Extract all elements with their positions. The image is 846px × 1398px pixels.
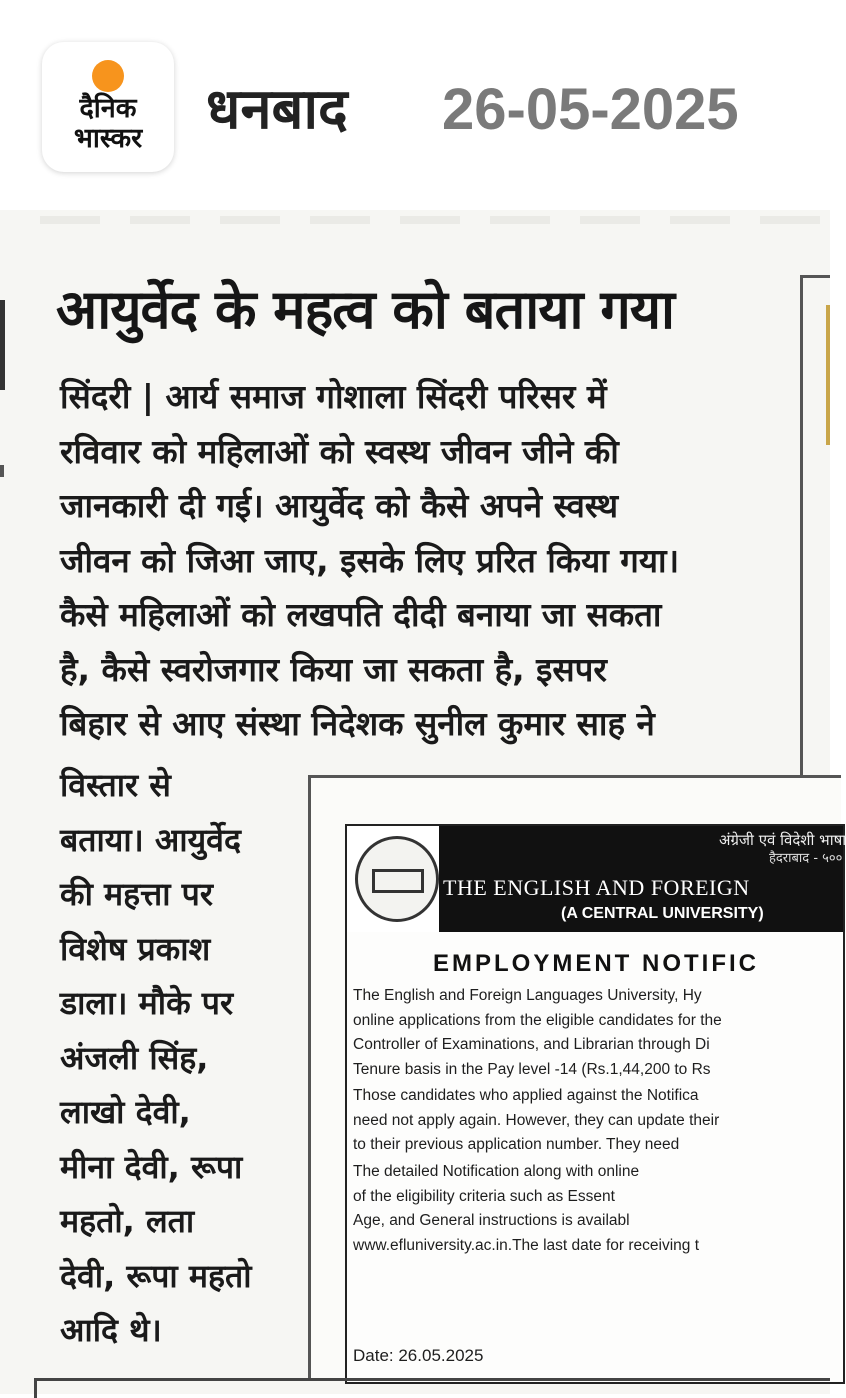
narrow-line: देवी, रूपा महतो bbox=[60, 1256, 252, 1295]
bottom-rule bbox=[34, 1378, 830, 1381]
ad-paragraph-3 bbox=[353, 1160, 833, 1258]
narrow-line: अंजली सिंह, bbox=[60, 1038, 209, 1077]
column-rule bbox=[0, 300, 5, 390]
edition-date: 26-05-2025 bbox=[442, 77, 739, 142]
narrow-line: विस्तार से bbox=[60, 766, 171, 804]
adjacent-frame-rule bbox=[800, 275, 803, 775]
ad-date: Date: 26.05.2025 bbox=[353, 1346, 484, 1365]
narrow-line: विशेष प्रकाश bbox=[60, 929, 211, 968]
dainik-bhaskar-logo[interactable] bbox=[42, 42, 174, 172]
narrow-line: की महत्ता पर bbox=[60, 875, 213, 913]
hindi-city: हैदराबाद - ५०० bbox=[769, 851, 843, 866]
body-line: जीवन को जिआ जाए, इसके लिए प्ररित किया गया। bbox=[60, 540, 680, 580]
ad-link-line[interactable]: www.efluniversity.ac.in.The last date for receiving t bbox=[353, 1236, 700, 1254]
logo-text-line2: भास्कर bbox=[73, 123, 143, 154]
narrow-line: मीना देवी, रूपा bbox=[60, 1147, 243, 1186]
column-rule-tick bbox=[0, 465, 4, 477]
ad-banner bbox=[347, 826, 846, 932]
body-line: सिंदरी | आर्य समाज गोशाला सिंदरी परिसर में bbox=[60, 377, 607, 416]
emblem-monogram bbox=[372, 869, 424, 893]
university-emblem-icon bbox=[355, 836, 439, 922]
university-subtitle: (A CENTRAL UNIVERSITY) bbox=[561, 905, 764, 922]
university-name: THE ENGLISH AND FOREIGN bbox=[443, 875, 750, 900]
ad-line: Those candidates who applied against the Notifica bbox=[353, 1087, 699, 1104]
hindi-university-name: अंग्रेजी एवं विदेशी भाषा bbox=[719, 831, 846, 849]
body-line: जानकारी दी गई। आयुर्वेद को कैसे अपने स्वस्थ bbox=[60, 486, 619, 525]
ad-line: need not apply again. However, they can update their bbox=[353, 1111, 720, 1129]
narrow-line: लाखो देवी, bbox=[60, 1093, 191, 1131]
narrow-line: बताया। आयुर्वेद bbox=[60, 820, 241, 859]
logo-text-line1: दैनिक bbox=[79, 93, 137, 124]
article-body-narrow bbox=[60, 758, 292, 1358]
body-line: है, कैसे स्वरोजगार किया जा सकता है, इसपर bbox=[60, 649, 607, 689]
ad-banner-dark bbox=[439, 826, 846, 932]
ad-line: The detailed Notification along with online bbox=[353, 1163, 640, 1180]
sun-dot-icon bbox=[92, 60, 124, 92]
ad-line: of the eligibility criteria such as Essent bbox=[353, 1187, 615, 1205]
narrow-line: आदि थे। bbox=[60, 1311, 162, 1349]
app-header bbox=[0, 0, 830, 210]
article-headline: आयुर्वेद के महत्व को बताया गया bbox=[56, 278, 675, 341]
ad-line: online applications from the eligible candidates for the bbox=[353, 1011, 722, 1029]
ad-paragraph-2 bbox=[353, 1084, 833, 1158]
employment-advertisement bbox=[345, 824, 845, 1384]
body-line: रविवार को महिलाओं को स्वस्थ जीवन जीने की bbox=[60, 431, 619, 471]
narrow-line: महतो, लता bbox=[60, 1202, 195, 1240]
ad-line: The English and Foreign Languages University, Hy bbox=[353, 987, 702, 1004]
body-line: बिहार से आए संस्था निदेशक सुनील कुमार साह ने bbox=[60, 704, 655, 743]
ad-line: to their previous application number. They need bbox=[353, 1136, 680, 1153]
ad-paragraph-1 bbox=[353, 984, 833, 1082]
edition-city: धनबाद bbox=[206, 77, 348, 142]
ad-line: Age, and General instructions is availabl bbox=[353, 1212, 630, 1229]
ad-line: Tenure basis in the Pay level -14 (Rs.1,44,200 to Rs bbox=[353, 1060, 711, 1078]
ad-title: EMPLOYMENT NOTIFIC bbox=[433, 950, 759, 977]
body-line: कैसे महिलाओं को लखपति दीदी बनाया जा सकता bbox=[60, 595, 662, 634]
faint-bleed-text bbox=[40, 216, 820, 224]
advertisement-frame bbox=[308, 775, 846, 1378]
ad-line: Controller of Examinations, and Librarian through Di bbox=[353, 1036, 710, 1053]
adjacent-frame-top bbox=[800, 275, 830, 278]
adjacent-column-edge bbox=[826, 305, 830, 445]
article-body bbox=[60, 370, 770, 752]
newspaper-clipping bbox=[0, 210, 846, 1394]
narrow-line: डाला। मौके पर bbox=[60, 984, 234, 1022]
bottom-rule-corner bbox=[34, 1378, 37, 1398]
